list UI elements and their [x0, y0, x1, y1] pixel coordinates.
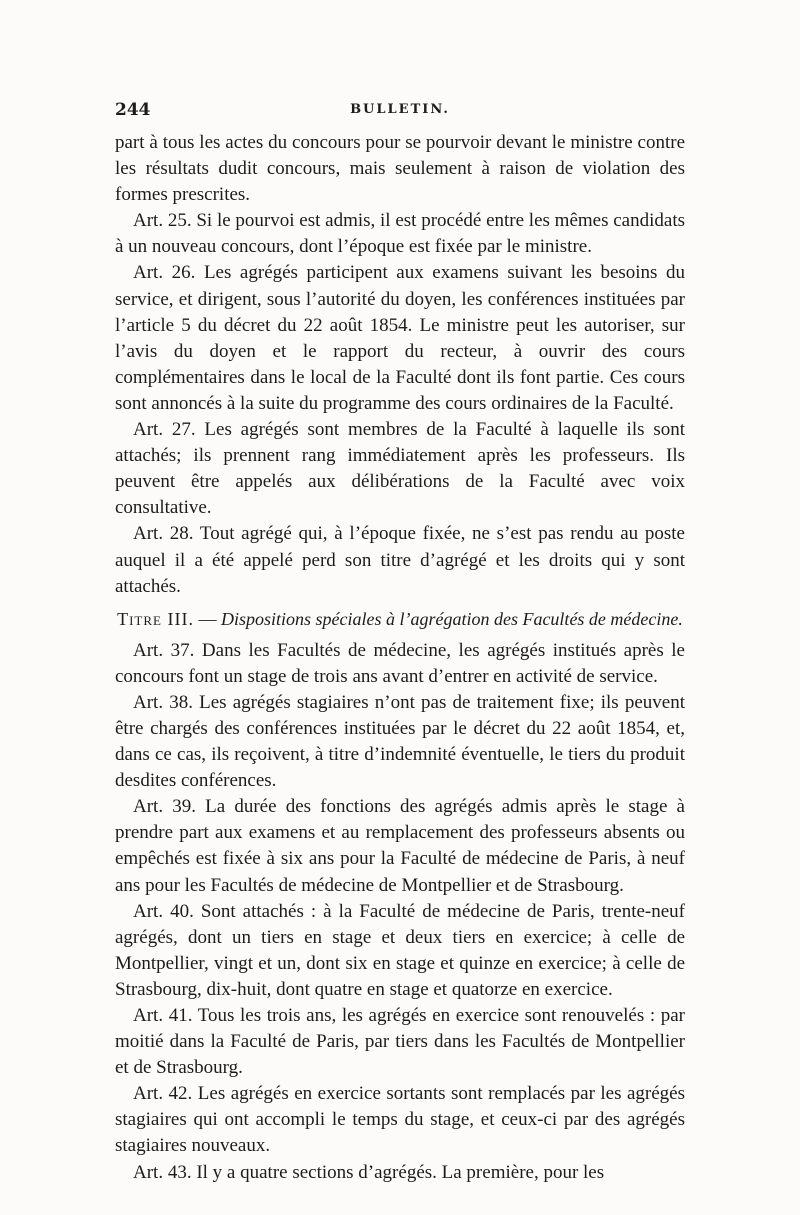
- paragraph-art-37: Art. 37. Dans les Facultés de médecine, les agrégés institués après le concours font un stage de trois ans avant d’entrer en activité de service.: [115, 639, 685, 687]
- paragraph-art-27: Art. 27. Les agrégés sont membres de la Faculté à laquelle ils sont attachés; ils prennent rang immédiatement après les professeurs. Ils peuvent être appelés aux délibérations de la Faculté avec voix consultative.: [115, 419, 685, 519]
- paragraph-continuation: part à tous les actes du concours pour se pourvoir devant le ministre contre les résultats dudit concours, mais seulement à raison de violation des formes prescrites.: [115, 132, 685, 206]
- paragraph-art-38: Art. 38. Les agrégés stagiaires n’ont pas de traitement fixe; ils peuvent être chargés des conférences instituées par le décret du 22 août 1854, et, dans ce cas, ils reçoivent, à titre d’indemnité éventuelle, le tiers du produit desdites conférences.: [115, 691, 685, 792]
- paragraph-art-41: Art. 41. Tous les trois ans, les agrégés en exercice sont renouvelés : par moitié dans la Faculté de Paris, par tiers dans les Facultés de Montpellier et de Strasbourg.: [115, 1005, 685, 1079]
- paragraph-art-28: Art. 28. Tout agrégé qui, à l’époque fixée, ne s’est pas rendu au poste auquel il a été appelé perd son titre d’agrégé et les droits qui y sont attachés.: [115, 523, 685, 597]
- page-number: 244: [115, 100, 151, 120]
- paragraph-art-42: Art. 42. Les agrégés en exercice sortants sont remplacés par les agrégés stagiaires qui ont accompli le temps du stage, et ceux-ci par des agrégés stagiaires nouveaux.: [115, 1083, 685, 1157]
- section-title: [115, 607, 685, 631]
- body-text: [115, 130, 685, 1186]
- section-title-label: Titre III.: [117, 608, 194, 629]
- section-title-text: Dispositions spéciales à l’agrégation des Facultés de médecine.: [220, 608, 683, 629]
- paragraph-art-25: Art. 25. Si le pourvoi est admis, il est procédé entre les mêmes candidats à un nouveau concours, dont l’époque est fixée par le ministre.: [115, 210, 685, 258]
- section-title-dash: —: [193, 608, 221, 629]
- paragraph-art-26: Art. 26. Les agrégés participent aux examens suivant les besoins du service, et dirigent, sous l’autorité du doyen, les conférences instituées par l’article 5 du décret du 22 août 1854. Le ministre peut les autoriser, sur l’avis du doyen et le rapport du recteur, à ouvrir des cours complémentaires dans le local de la Faculté dont ils font partie. Ces cours sont annoncés à la suite du programme des cours ordinaires de la Faculté.: [115, 262, 685, 414]
- paragraph-art-39: Art. 39. La durée des fonctions des agrégés admis après le stage à prendre part aux examens et au remplacement des professeurs absents ou empêchés est fixée à six ans pour la Faculté de médecine de Paris, à neuf ans pour les Facultés de médecine de Montpellier et de Strasbourg.: [115, 796, 685, 896]
- paragraph-art-43: Art. 43. Il y a quatre sections d’agrégés. La première, pour les: [133, 1161, 605, 1183]
- running-head: BULLETIN.: [350, 102, 450, 117]
- page-header: [115, 100, 685, 124]
- paragraph-art-40: Art. 40. Sont attachés : à la Faculté de médecine de Paris, trente-neuf agrégés, dont un tiers en stage et deux tiers en exercice; à celle de Montpellier, vingt et un, dont six en stage et quinze en exercice; à celle de Strasbourg, dix-huit, dont quatre en stage et quatorze en exercice.: [115, 900, 685, 1000]
